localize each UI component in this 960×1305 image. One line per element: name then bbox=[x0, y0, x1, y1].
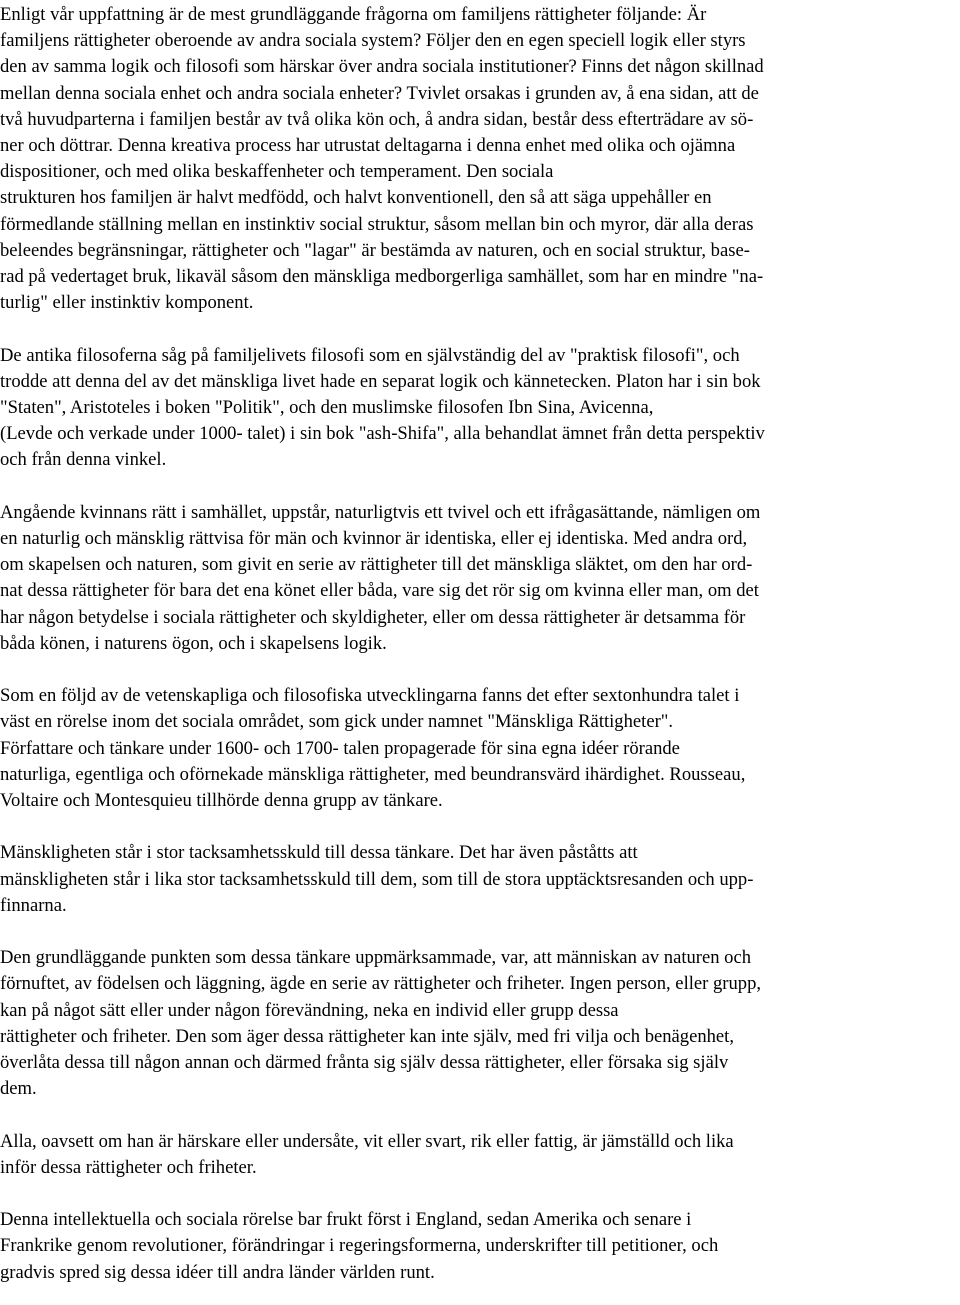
text-line: mänskligheten står i lika stor tacksamhetsskuld till dem, som till de stora upptäcktsresanden och upp- bbox=[0, 868, 754, 890]
paragraph-gap bbox=[0, 919, 960, 945]
text-line: gradvis spred sig dessa idéer till andra länder världen runt. bbox=[0, 1261, 435, 1283]
text-line: en naturlig och mänsklig rättvisa för män och kvinnor är identiska, eller ej identiska. Med andra ord, bbox=[0, 528, 748, 550]
paragraph bbox=[0, 343, 960, 474]
text-line: kan på något sätt eller under någon förevändning, neka en individ eller grupp dessa bbox=[0, 999, 619, 1021]
text-line: båda könen, i naturens ögon, och i skapelsens logik. bbox=[0, 632, 387, 654]
paragraph bbox=[0, 840, 960, 919]
text-line: beleendes begränsningar, rättigheter och "lagar" är bestämda av naturen, och en social struktur, base- bbox=[0, 239, 750, 261]
text-line: rättigheter och friheter. Den som äger dessa rättigheter kan inte själv, med fri vilja och benägenhet, bbox=[0, 1025, 734, 1047]
text-line: naturliga, egentliga och oförnekade mänskliga rättigheter, med beundransvärd ihärdighet. Rousseau, bbox=[0, 763, 746, 785]
text-line: förnuftet, av födelsen och läggning, ägde en serie av rättigheter och friheter. Ingen person, eller grupp, bbox=[0, 973, 762, 995]
text-line: nat dessa rättigheter för bara det ena könet eller båda, vare sig det rör sig om kvinna eller man, om det bbox=[0, 580, 759, 602]
paragraph-gap bbox=[0, 657, 960, 683]
text-line: om skapelsen och naturen, som givit en serie av rättigheter till det mänskliga släktet, om den har ord- bbox=[0, 554, 753, 576]
text-line: De antika filosoferna såg på familjelivets filosofi som en självständig del av "praktisk filosofi", och bbox=[0, 344, 740, 366]
text-line: Voltaire och Montesquieu tillhörde denna grupp av tänkare. bbox=[0, 790, 443, 812]
text-line: ner och döttrar. Denna kreativa process har utrustat deltagarna i denna enhet med olika och ojämna bbox=[0, 135, 736, 157]
paragraph bbox=[0, 945, 960, 1102]
text-line: överlåta dessa till någon annan och därmed fråntа sig själv dessa rättigheter, eller försaka sig själv bbox=[0, 1052, 729, 1074]
text-line: familjens rättigheter oberoende av andra sociala system? Följer den en egen speciell logik eller styrs bbox=[0, 30, 746, 52]
text-line: har någon betydelse i sociala rättigheter och skyldigheter, eller om dessa rättigheter är detsamma för bbox=[0, 606, 746, 628]
text-line: väst en rörelse inom det sociala området, som gick under namnet "Mänskliga Rättigheter". bbox=[0, 711, 674, 733]
text-line: Enligt vår uppfattning är de mest grundläggande frågorna om familjens rättigheter följande: Är bbox=[0, 4, 707, 25]
text-line: Alla, oavsett om han är härskare eller undersåte, vit eller svart, rik eller fattig, är jämställd och lika bbox=[0, 1130, 734, 1152]
text-line: Denna intellektuella och sociala rörelse bar frukt först i England, sedan Amerika och senare i bbox=[0, 1209, 692, 1231]
paragraph bbox=[0, 683, 960, 814]
text-line: "Staten", Aristoteles i boken "Politik", och den muslimske filosofen Ibn Sina, Avicenna, bbox=[0, 397, 654, 419]
text-line: två huvudparterna i familjen består av två olika kön och, å andra sidan, består dess efterträdare av sö- bbox=[0, 108, 754, 130]
text-line: dispositioner, och med olika beskaffenheter och temperament. Den sociala bbox=[0, 161, 554, 183]
text-line: turlig" eller instinktiv komponent. bbox=[0, 292, 254, 314]
text-line: Mänskligheten står i stor tacksamhetsskuld till dessa tänkare. Det har även påståtts att bbox=[0, 842, 638, 864]
text-line: rad på vedertaget bruk, likaväl såsom den mänskliga medborgerliga samhället, som har en mindre "na- bbox=[0, 266, 764, 288]
text-line: Som en följd av de vetenskapliga och filosofiska utvecklingarna fanns det efter sextonhundra talet i bbox=[0, 685, 740, 707]
text-line: Frankrike genom revolutioner, förändringar i regeringsformerna, underskrifter till petitioner, och bbox=[0, 1235, 719, 1257]
text-line: Författare och tänkare under 1600- och 1700- talen propagerade för sina egna idéer rörande bbox=[0, 737, 680, 759]
paragraph bbox=[0, 500, 960, 657]
paragraph bbox=[0, 1207, 960, 1286]
paragraph-gap bbox=[0, 1181, 960, 1207]
paragraph-gap bbox=[0, 474, 960, 500]
text-line: trodde att denna del av det mänskliga livet hade en separat logik och kännetecken. Platon har i sin bok bbox=[0, 370, 761, 392]
text-line: finnarna. bbox=[0, 894, 67, 916]
text-line: förmedlande ställning mellan en instinktiv social struktur, såsom mellan bin och myror, där alla deras bbox=[0, 213, 754, 235]
text-line: Angående kvinnans rätt i samhället, uppstår, naturligtvis ett tvivel och ett ifrågasättande, nämligen om bbox=[0, 501, 761, 523]
text-line: inför dessa rättigheter och friheter. bbox=[0, 1156, 257, 1178]
paragraph-gap bbox=[0, 1102, 960, 1128]
text-line: den av samma logik och filosofi som härskar över andra sociala institutioner? Finns det någon skillnad bbox=[0, 56, 764, 78]
paragraph-gap bbox=[0, 814, 960, 840]
text-line: strukturen hos familjen är halvt medfödd, och halvt konventionell, den så att säga uppehåller en bbox=[0, 187, 712, 209]
text-line: och från denna vinkel. bbox=[0, 449, 167, 471]
text-line: Den grundläggande punkten som dessa tänkare uppmärksammade, var, att människan av naturen och bbox=[0, 947, 752, 969]
paragraph bbox=[0, 2, 960, 316]
paragraph bbox=[0, 1129, 960, 1181]
text-line: mellan denna sociala enhet och andra sociala enheter? Tvivlet orsakas i grunden av, å ena sidan, att de bbox=[0, 82, 759, 104]
paragraph-gap bbox=[0, 316, 960, 342]
text-line: dem. bbox=[0, 1078, 37, 1100]
text-line: (Levde och verkade under 1000- talet) i sin bok "ash-Shifa", alla behandlat ämnet från detta perspektiv bbox=[0, 423, 765, 445]
